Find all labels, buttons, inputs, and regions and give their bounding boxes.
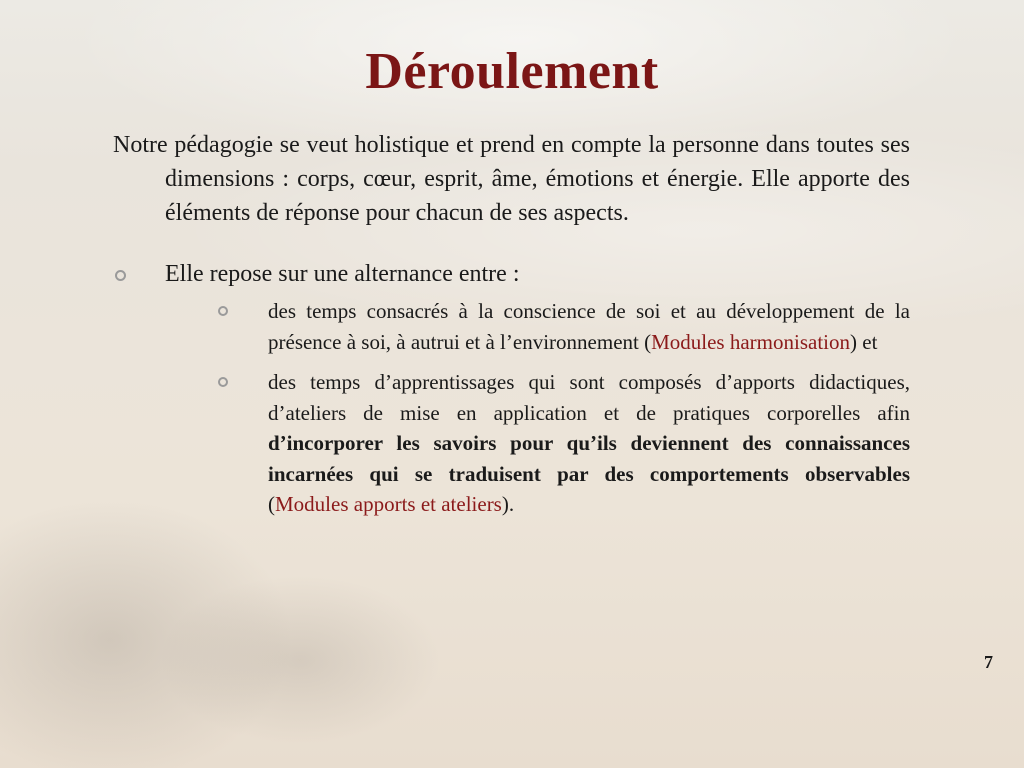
modules-apports-ateliers-highlight: Modules apports et ateliers bbox=[275, 492, 502, 516]
sub-bullet-text-middle: ( bbox=[268, 492, 275, 516]
bullet-item bbox=[113, 258, 910, 520]
bold-emphasis-text: d’incorporer les savoirs pour qu’ils deviennent des connaissances incarnées qui se traduisent par des comportements observables bbox=[268, 431, 910, 486]
bullet-text: Elle repose sur une alternance entre : bbox=[165, 261, 520, 287]
sub-bullet-text: des temps consacrés à la conscience de soi et au développement de la présence à soi, à autrui et à l’environnement ( bbox=[268, 299, 910, 354]
sub-bullet-text-end: ). bbox=[501, 492, 515, 516]
sub-bullet-item bbox=[165, 367, 910, 520]
sub-bullet-text: des temps d’apprentissages qui sont composés d’apports didactiques, d’ateliers de mise en application et de pratiques corporelles afin bbox=[268, 370, 910, 425]
sub-bullet-item bbox=[165, 296, 910, 357]
modules-harmonisation-highlight: Modules harmonisation bbox=[651, 329, 850, 354]
sub-bullet-text-end: ) et bbox=[850, 329, 878, 354]
hollow-circle-bullet-icon bbox=[218, 306, 228, 316]
hollow-circle-bullet-icon bbox=[115, 270, 126, 281]
sub-bullet-list bbox=[165, 296, 910, 520]
hollow-circle-bullet-icon bbox=[218, 377, 228, 387]
slide-body bbox=[113, 128, 910, 530]
intro-paragraph: Notre pédagogie se veut holistique et prend en compte la personne dans toutes ses dimensions : corps, cœur, esprit, âme, émotions et énergie. Elle apporte des éléments de réponse pour chacun de ses aspects. bbox=[113, 132, 910, 226]
slide-title: Déroulement bbox=[365, 43, 659, 100]
page-number: 7 bbox=[984, 652, 993, 672]
